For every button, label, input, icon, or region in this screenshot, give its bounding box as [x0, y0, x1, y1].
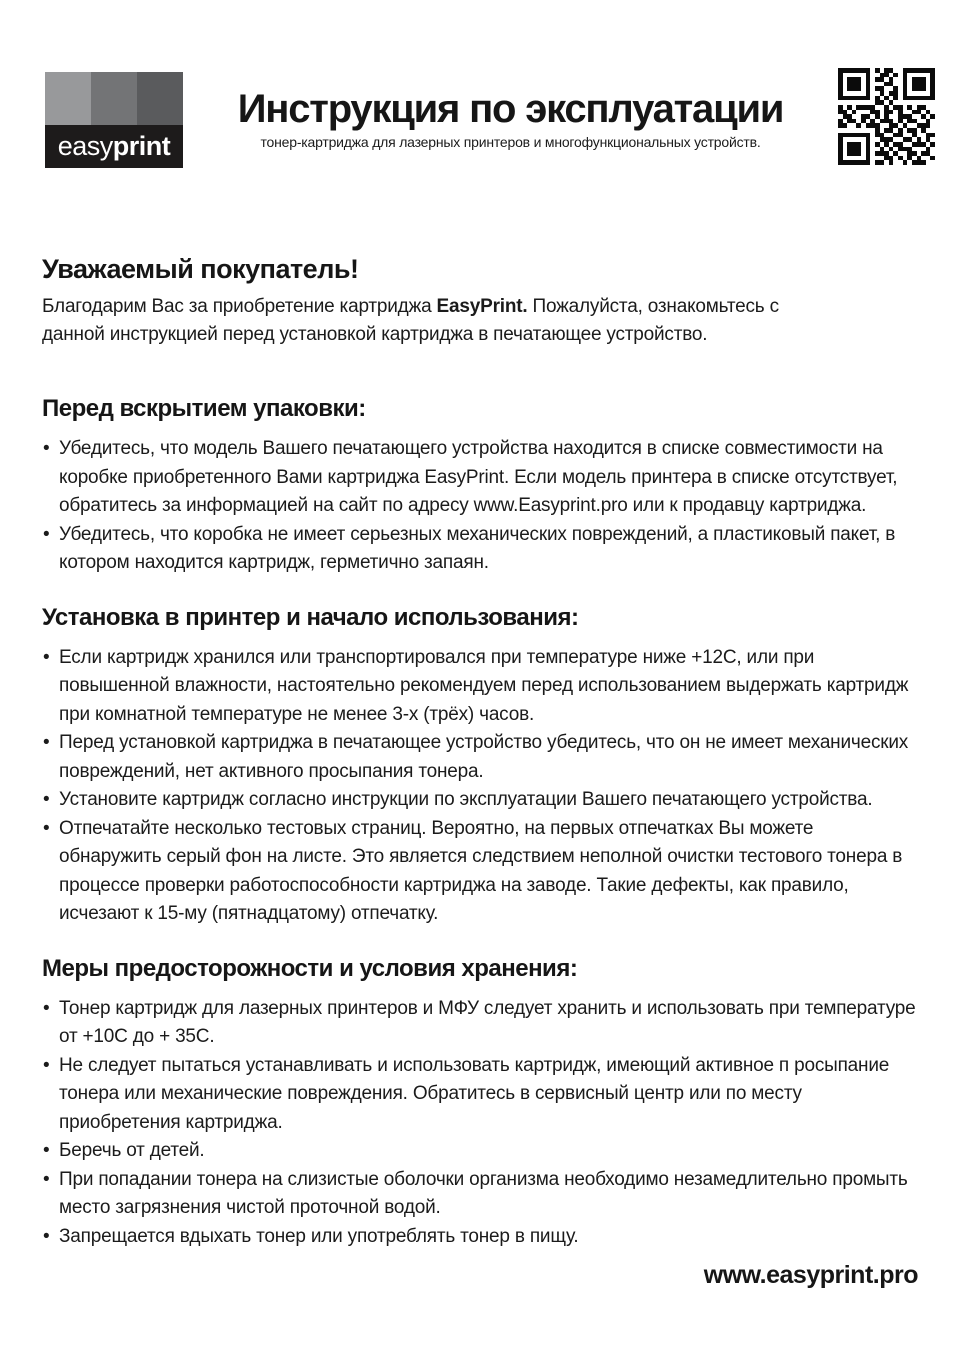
section-heading: Меры предосторожности и условия хранения: — [42, 954, 578, 982]
list-item — [42, 815, 918, 929]
section-heading: Установка в принтер и начало использования: — [42, 603, 579, 631]
intro-paragraph — [42, 293, 830, 349]
bullet-icon: • — [43, 817, 50, 839]
bullet-icon: • — [43, 997, 50, 1019]
header — [0, 0, 960, 168]
list-item-text: Беречь от детей. — [59, 1140, 205, 1161]
easyprint-logo — [45, 72, 183, 168]
section-before-opening — [42, 395, 918, 578]
bullet-icon: • — [43, 1054, 50, 1076]
bullet-list — [42, 435, 918, 578]
list-item-text: Запрещается вдыхать тонер или употреблять тонер в пищу. — [59, 1225, 579, 1247]
logo-square-dark — [137, 72, 183, 125]
intro-text-after: Пожалуйста, ознакомьтесь с данной инструкцией перед установкой картриджа в печатающее устройство. — [42, 296, 779, 345]
list-item — [42, 435, 918, 521]
list-item-text: Установите картридж согласно инструкции по эксплуатации Вашего печатающего устройства. — [59, 789, 873, 810]
logo-squares — [45, 72, 183, 125]
list-item-text: Убедитесь, что модель Вашего печатающего устройства находится в списке совместимости на коробке приобретенного Вами картриджа EasyPrint. Если модель принтера в списке отсутствует, обратитесь за информацией на сайт по адресу www.Easyprint.pro или к продавцу картриджа. — [59, 438, 898, 516]
list-item — [42, 521, 918, 578]
greeting-heading: Уважаемый покупатель! — [42, 254, 359, 284]
bullet-icon: • — [43, 523, 50, 545]
title-block — [183, 72, 838, 150]
bullet-icon: • — [43, 1140, 50, 1161]
list-item-text: Тонер картридж для лазерных принтеров и МФУ следует хранить и использовать при температуре от +10С до + 35С. — [59, 997, 916, 1047]
intro-text-before: Благодарим Вас за приобретение картриджа — [42, 296, 437, 317]
page-title: Инструкция по эксплуатации — [237, 87, 784, 131]
bullet-icon: • — [43, 438, 50, 459]
list-item — [42, 1137, 918, 1166]
bullet-list — [42, 995, 918, 1252]
website-url: www.easyprint.pro — [703, 1261, 918, 1289]
bullet-icon: • — [43, 732, 50, 753]
list-item — [42, 1223, 918, 1252]
logo-text-easy: easy — [57, 131, 113, 161]
bullet-icon: • — [43, 1168, 50, 1190]
list-item-text: Отпечатайте несколько тестовых страниц. Вероятно, на первых отпечатках Вы можете обнаружить серый фон на листе. Это является следствием неполной очистки тестового тонера в процессе проверки работоспособности картриджа на заводе. Такие дефекты, как правило, исчезают к 15-му (пятнадцатому) отпечатку. — [59, 817, 903, 924]
list-item-text: Если картридж хранился или транспортировался при температуре ниже +12С, или при повышенной влажности, настоятельно рекомендуем перед использованием выдержать картридж при комнатной температуре не менее 3-х (трёх) часов. — [59, 646, 909, 725]
list-item — [42, 729, 918, 786]
list-item-text: Убедитесь, что коробка не имеет серьезных механических повреждений, а пластиковый пакет, в котором находится картридж, герметично запаян. — [59, 523, 896, 573]
list-item — [42, 1052, 918, 1138]
bullet-icon: • — [43, 646, 50, 668]
logo-text-print: print — [112, 131, 171, 161]
page-subtitle: тонер-картриджа для лазерных принтеров и многофункциональных устройств. — [260, 134, 761, 150]
list-item — [42, 995, 918, 1052]
section-precautions — [42, 955, 918, 1252]
list-item — [42, 644, 918, 730]
brand-name: EasyPrint. — [436, 296, 528, 317]
section-installation — [42, 604, 918, 929]
list-item — [42, 1166, 918, 1223]
list-item-text: Перед установкой картриджа в печатающее устройство убедитесь, что он не имеет механических повреждений, нет активного просыпания тонера. — [59, 732, 909, 782]
list-item-text: Не следует пытаться устанавливать и использовать картридж, имеющий активное п росыпание тонера или механические повреждения. Обратитесь в сервисный центр или по месту приобретения картриджа. — [59, 1054, 890, 1133]
logo-square-light — [45, 72, 91, 125]
section-heading: Перед вскрытием упаковки: — [42, 395, 366, 422]
bullet-list — [42, 644, 918, 929]
document-body — [0, 254, 960, 1290]
bullet-icon: • — [43, 1225, 50, 1247]
list-item — [42, 786, 918, 815]
logo-wordmark — [45, 125, 183, 168]
qr-code-icon — [838, 68, 935, 165]
list-item-text: При попадании тонера на слизистые оболочки организма необходимо незамедлительно промыть место загрязнения чистой проточной водой. — [59, 1168, 908, 1218]
bullet-icon: • — [43, 789, 50, 810]
logo-square-medium — [91, 72, 137, 125]
